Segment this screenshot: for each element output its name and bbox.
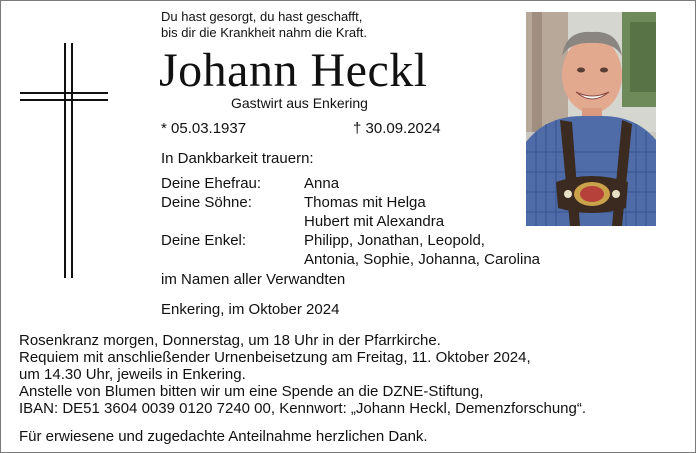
requiem-notice-line-1: Requiem mit anschließender Urnenbeisetzung am Freitag, 11. Oktober 2024, [19, 349, 531, 366]
quote-line-1: Du hast gesorgt, du hast geschafft, [161, 9, 363, 24]
mourner-son-1: Thomas mit Helga [304, 194, 426, 211]
deceased-profession: Gastwirt aus Enkering [231, 95, 368, 111]
relatives-line: im Namen aller Verwandten [161, 271, 346, 288]
donation-notice-line-1: Anstelle von Blumen bitten wir um eine Spende an die DZNE-Stiftung, [19, 383, 484, 400]
mourner-label-wife: Deine Ehefrau: [161, 175, 262, 192]
memorial-quote [161, 9, 367, 41]
mourner-grandchildren-2: Antonia, Sophie, Johanna, Carolina [304, 251, 541, 268]
thanks-line: Für erwiesene und zugedachte Anteilnahme herzlichen Dank. [19, 428, 428, 445]
deceased-name: Johann Heckl [159, 44, 428, 97]
mourner-son-2: Hubert mit Alexandra [304, 213, 445, 230]
rosary-notice: Rosenkranz morgen, Donnerstag, um 18 Uhr in der Pfarrkirche. [19, 332, 441, 349]
donation-notice-line-2: IBAN: DE51 3604 0039 0120 7240 00, Kennwort: „Johann Heckl, Demenzforschung“. [19, 400, 587, 417]
requiem-notice-line-2: um 14.30 Uhr, jeweils in Enkering. [19, 366, 246, 383]
mourner-grandchildren-1: Philipp, Jonathan, Leopold, [304, 232, 485, 249]
portrait-photo [526, 12, 656, 226]
quote-line-2: bis dir die Krankheit nahm die Kraft. [161, 25, 367, 40]
birth-date: * 05.03.1937 [161, 120, 247, 137]
service-details [19, 332, 586, 417]
place-date: Enkering, im Oktober 2024 [161, 301, 340, 318]
mourner-label-grandchildren: Deine Enkel: [161, 232, 247, 249]
mourner-wife: Anna [304, 175, 340, 192]
mourner-label-sons: Deine Söhne: [161, 194, 252, 211]
death-date: † 30.09.2024 [353, 120, 441, 137]
mourners-intro: In Dankbarkeit trauern: [161, 150, 314, 167]
